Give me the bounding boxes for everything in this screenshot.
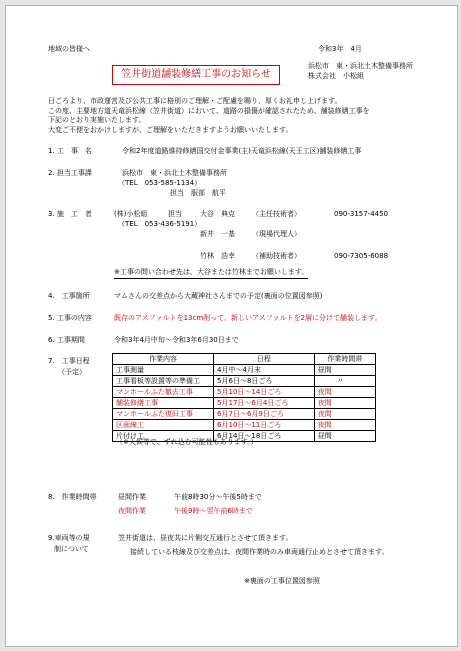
staff-phone: 090-7305-6088 [334, 252, 389, 260]
traffic-rule-1: 笠井街道は、昼夜共に片側交互通行とさせて頂きます。 [118, 534, 293, 542]
day-work-label: 昼間作業 [118, 493, 146, 501]
table-row [113, 398, 376, 409]
table-row [113, 365, 376, 376]
date-cell: 4月中～4月末 [214, 365, 315, 376]
greeting: 地域の皆様へ [48, 45, 90, 53]
schedule-table [112, 353, 376, 442]
time-cell: 昼間 [314, 431, 375, 442]
column-header-task: 作業内容 [113, 354, 214, 365]
task-cell: 片付け工 [113, 431, 214, 442]
intro-line-1: 日ごろより、市政運営及び公共工事に格別のご理解・ご配慮を賜り、厚くお礼申し上げます。 [48, 97, 342, 105]
section-6-label: 6. 工事期間 [48, 336, 85, 344]
section-3-label: 3. 施 工 者 [48, 210, 92, 218]
time-cell: 昼間 [314, 365, 375, 376]
staff-name: 新井 一基 [200, 230, 235, 238]
footer-note: ※裏面の工事位置図参照 [244, 577, 320, 585]
time-cell: 夜間 [314, 420, 375, 431]
time-cell: 〃 [314, 376, 375, 387]
task-cell: マンホールふた撤去工事 [113, 387, 214, 398]
section-2-label: 2. 担当工事課 [48, 169, 92, 177]
date-cell: 6月14日～18日ごろ [214, 431, 315, 442]
section-8-label: 8. 作業時間帯 [48, 493, 97, 501]
work-content: 既存のアスファルトを13cm削って、新しいアスファルトを2層に分けて舗装します。 [114, 314, 382, 322]
section-9-label-cont: 制について [54, 545, 89, 553]
intro-line-3: 下記のとおり実施いたします。 [48, 116, 146, 124]
day-work-hours: 午前8時30分～午後5時まで [174, 493, 262, 501]
task-cell: 工事測量 [113, 365, 214, 376]
contact-note: ※工事の問い合わせ先は、大谷または竹林までお願いします。 [114, 268, 308, 279]
staff-role: （補助技術者） [252, 252, 301, 260]
night-work-label: 夜間作業 [118, 507, 146, 515]
date-cell: 6月7日～6月9日ごろ [214, 409, 315, 420]
night-work-hours: 午後9時～翌午前6時まで [174, 507, 253, 515]
office-tel: （TEL 053-585-1134） [118, 179, 202, 187]
notice-title: 笠井街道舗装修繕工事のお知らせ [112, 65, 280, 85]
traffic-rule-2: 接続している枝線及び交差点は、夜間作業時のみ車両通行止めとさせて頂きます。 [130, 548, 389, 556]
issuer-company: 株式会社 小松組 [308, 72, 364, 80]
staff-name: 大谷 典克 [200, 210, 235, 218]
section-1-label: 1. 工 事 名 [48, 147, 92, 155]
section-7-sublabel: （予定） [58, 368, 86, 376]
contractor-tel: （TEL 053-436-5191） [118, 220, 202, 228]
table-row [113, 376, 376, 387]
office-contact: 担当 服部 航平 [170, 189, 226, 197]
section-5-label: 5. 工事の内容 [48, 314, 92, 322]
date-cell: 5月6日～8日ごろ [214, 376, 315, 387]
contractor-name: (株)小松組 [114, 210, 148, 218]
table-row [113, 387, 376, 398]
section-4-label: 4. 工事箇所 [48, 292, 90, 300]
date-cell: 6月10日～11日ごろ [214, 420, 315, 431]
table-row [113, 420, 376, 431]
section-9-label: 9.車両等の規 [48, 534, 90, 542]
staff-name: 竹林 浩幸 [200, 252, 235, 260]
column-header-date: 日程 [214, 354, 315, 365]
issuer-office: 浜松市 東・浜北土木整備事務所 [308, 62, 413, 70]
project-name: 令和2年度道路維持修繕国交付金事業(主)天竜浜松線(天王工区)舗装修繕工事 [122, 147, 362, 155]
intro-line-2: この度、主要地方道天竜浜松線（笠井街道）において、道路の損傷が確認されたため、舗装修繕工事を [48, 107, 370, 115]
date-cell: 5月17日～6月4日ごろ [214, 398, 315, 409]
task-cell: 区画線工 [113, 420, 214, 431]
work-period: 令和3年4月中旬～令和3年6月30日まで [114, 336, 239, 344]
work-location: マムさんの交差点から大蔵神社さんまでの予定(裏面の位置図参照) [114, 292, 323, 300]
staff-role: （現場代理人） [252, 230, 301, 238]
date-cell: 5月10日～14日ごろ [214, 387, 315, 398]
task-cell: マンホールふた復旧工事 [113, 409, 214, 420]
time-cell: 夜間 [314, 409, 375, 420]
time-cell: 夜間 [314, 387, 375, 398]
contractor-tantou: 担当 [168, 210, 182, 218]
column-header-time: 作業時間帯 [314, 354, 375, 365]
task-cell: 工事看板等設置等の準備工 [113, 376, 214, 387]
issue-date: 令和3年 4月 [318, 45, 362, 53]
section-7-label: 7. 工事日程 [48, 357, 90, 365]
schedule-footnote: （※天候等で、ずれ込む可能性もあります。） [116, 438, 258, 446]
time-cell: 夜間 [314, 398, 375, 409]
task-cell: 舗装修繕工事 [113, 398, 214, 409]
staff-role: （主任技術者） [252, 210, 301, 218]
staff-phone: 090-3157-4450 [334, 210, 389, 218]
table-header-row [113, 354, 376, 365]
table-row [113, 409, 376, 420]
intro-line-4: 大変ご不便をおかけしますが、ご理解をいただきますようお願いいたします。 [48, 126, 293, 134]
office-name: 浜松市 東・浜北土木整備事務所 [122, 169, 227, 177]
